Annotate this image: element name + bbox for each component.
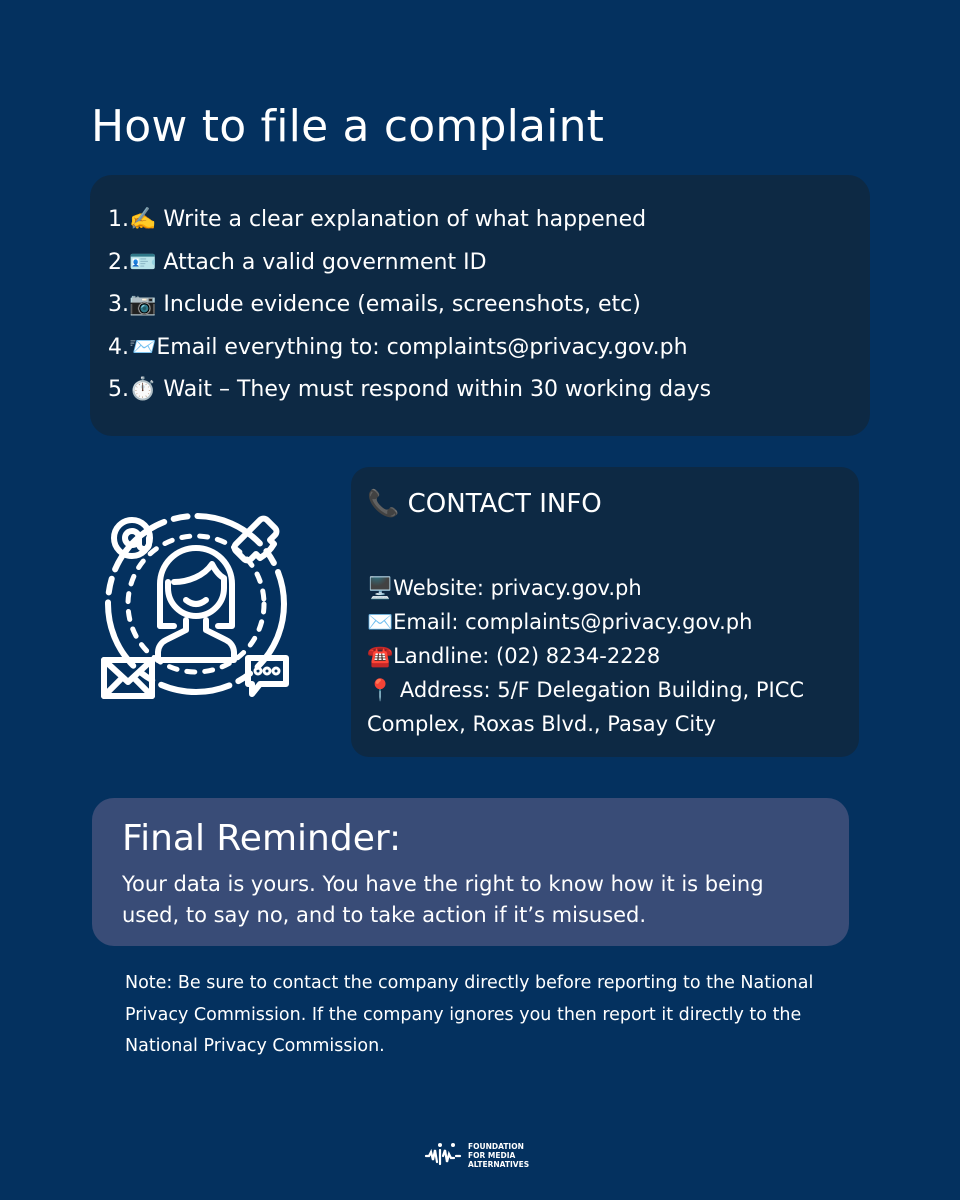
logo-line-2: FOR MEDIA: [468, 1150, 516, 1160]
contact-title-text: CONTACT INFO: [399, 489, 602, 519]
steps-list: [90, 175, 870, 412]
reminder-heading: Final Reminder:: [122, 818, 402, 859]
steps-panel: [90, 175, 870, 436]
logo-line-1: FOUNDATION: [468, 1141, 524, 1151]
desktop-computer-icon: 🖥️: [367, 576, 394, 600]
contact-address: [367, 673, 852, 741]
reminder-text: Your data is yours. You have the right to know how it is being used, to say no, and to take action if it’s misused.: [122, 872, 764, 927]
contact-website: [367, 571, 852, 605]
step-item: [108, 284, 870, 327]
website-text: Website: privacy.gov.ph: [393, 576, 642, 600]
step-text: Wait – They must respond within 30 working days: [156, 377, 712, 402]
step-number: 2.: [108, 249, 129, 275]
address-text: Address: 5/F Delegation Building, PICC Complex, Roxas Blvd., Pasay City: [367, 678, 805, 736]
telephone-icon: ☎️: [367, 644, 394, 668]
step-text: Write a clear explanation of what happened: [156, 207, 647, 232]
envelope-icon: ✉️: [367, 610, 394, 634]
final-reminder-panel: [92, 798, 849, 946]
step-number: 5.: [108, 377, 129, 402]
contact-landline: [367, 639, 852, 673]
customer-support-icon: [98, 508, 294, 704]
contact-info-panel: [351, 467, 859, 757]
round-pushpin-icon: 📍: [367, 678, 394, 702]
id-card-icon: 🪪: [129, 249, 157, 275]
incoming-envelope-icon: 📨: [129, 334, 157, 360]
step-item: [108, 199, 870, 242]
fma-logo-text: [468, 1142, 529, 1169]
contact-heading: [367, 485, 602, 523]
camera-icon: 📷: [129, 292, 157, 317]
telephone-receiver-icon: 📞: [367, 489, 400, 519]
step-number: 1.: [108, 207, 129, 232]
step-number: 4.: [108, 334, 129, 360]
contact-lines: [367, 571, 852, 741]
step-text: Attach a valid government ID: [156, 249, 487, 275]
logo-line-3: ALTERNATIVES: [468, 1159, 530, 1169]
fma-logo-icon: [424, 1140, 462, 1170]
email-text: Email: complaints@privacy.gov.ph: [393, 610, 753, 634]
step-number: 3.: [108, 292, 129, 317]
step-item: [108, 327, 870, 370]
fma-logo: [424, 1140, 529, 1170]
step-item: [108, 242, 870, 285]
contact-email: [367, 605, 852, 639]
writing-hand-icon: ✍️: [129, 207, 157, 232]
step-text: Email everything to: complaints@privacy.gov.ph: [156, 334, 688, 360]
step-item: [108, 369, 870, 412]
note-text: Note: Be sure to contact the company directly before reporting to the National Privacy Commission. If the company ignores you then report it directly to the National Privacy Commission.: [125, 973, 814, 1056]
step-text: Include evidence (emails, screenshots, etc): [156, 292, 641, 317]
stopwatch-icon: ⏱️: [129, 377, 157, 402]
landline-text: Landline: (02) 8234-2228: [393, 644, 661, 668]
page-title: How to file a complaint: [91, 101, 605, 152]
